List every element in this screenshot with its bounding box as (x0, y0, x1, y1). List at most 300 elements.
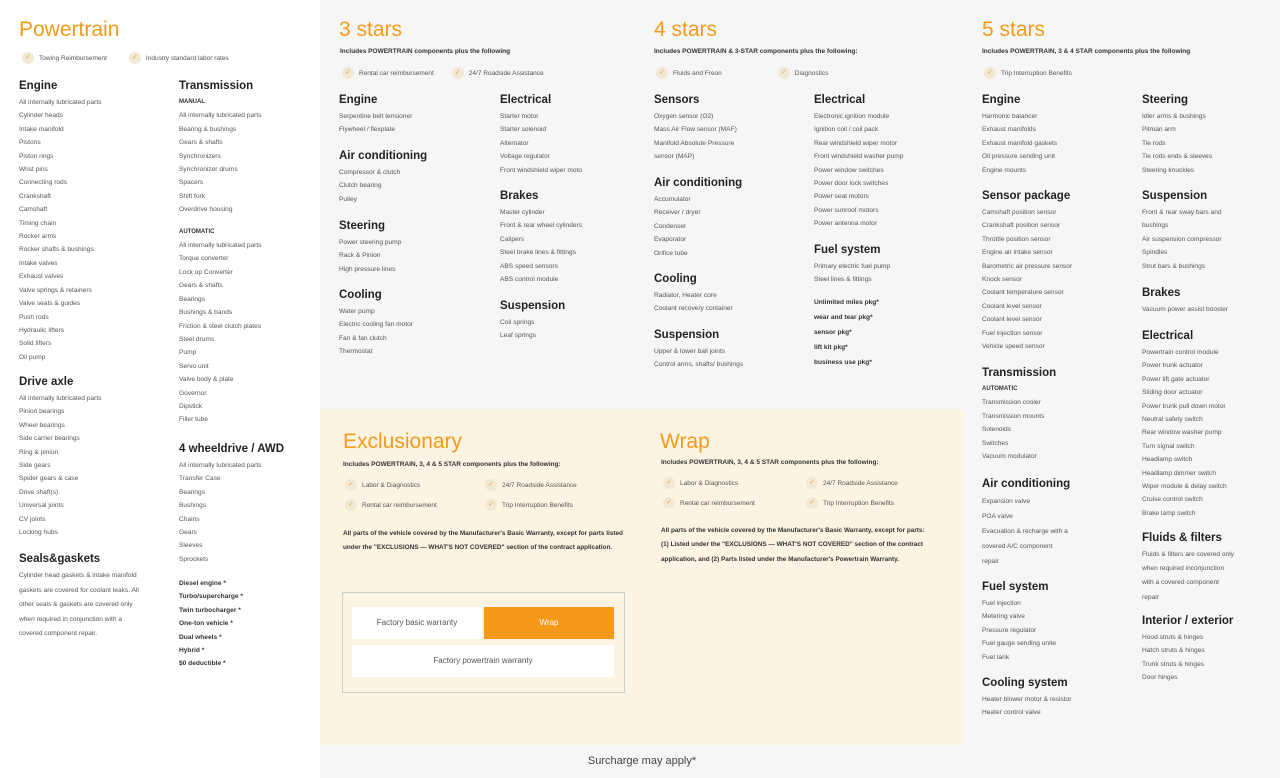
list-item: All internally lubricated parts (179, 462, 262, 469)
pt-surcharge-list (179, 577, 320, 671)
section-heading: Suspension (500, 300, 566, 312)
list-item: Headlamp switch (1142, 456, 1193, 464)
list-item: Coolant temperature sensor (982, 289, 1064, 297)
section-heading: Cooling (339, 289, 382, 301)
list-item: Push rods (19, 313, 49, 321)
item-list (179, 109, 320, 216)
item-list (982, 206, 1132, 353)
five-stars-title: 5 stars (982, 18, 1046, 41)
list-item: One-ton vehicle * (179, 620, 233, 628)
list-item: Coolant level sensor (982, 316, 1042, 324)
three-stars-column (320, 0, 642, 410)
check-icon: ✓ (129, 52, 141, 64)
list-item: Cruise control switch (1142, 496, 1203, 504)
list-item: Turn signal switch (1142, 442, 1195, 450)
list-item: Fluids & filters are covered only (1142, 551, 1234, 558)
section-heading: Steering (339, 220, 386, 232)
list-item: Filler tube (179, 416, 208, 424)
list-item: covered A/C component (982, 543, 1053, 550)
item-list (500, 206, 642, 286)
list-item: Front & rear sway bars and (1142, 209, 1222, 216)
list-item: Barometric air pressure sensor (982, 262, 1073, 270)
list-item: Alternator (500, 139, 529, 147)
list-item: Power door lock switches (814, 180, 889, 188)
list-item: Transmission mounts (982, 412, 1045, 420)
list-item: Clutch bearing (339, 182, 382, 190)
list-item: Engine air intake sensor (982, 249, 1053, 257)
warranty-toggle (342, 592, 625, 693)
item-list (500, 316, 642, 343)
list-item: Intake manifold (19, 125, 64, 133)
list-item: Evacuation & recharge with a (982, 528, 1068, 535)
section-heading: Air conditioning (982, 478, 1071, 490)
s3-electrical-section (500, 94, 642, 177)
list-item: Control arms, shafts/ bushings (654, 361, 744, 369)
s4-ac-section (654, 177, 804, 260)
list-item: Valve springs & retainers (19, 286, 92, 294)
list-item: Servo unit (179, 362, 209, 370)
list-item: Ignition coil / coil pack (814, 126, 879, 134)
item-list (500, 110, 642, 177)
section-heading: Engine (19, 80, 58, 92)
item-list (179, 577, 320, 671)
list-item: Timing chain (19, 219, 57, 227)
s5-transmission-section (982, 367, 1132, 463)
section-heading: Engine (982, 94, 1021, 106)
seals-text: Cylinder head gaskets & intake manifold gaskets are covered for coolant leaks. All other seals & gaskets are covered only when required in conjunction with a covered component repair. (19, 572, 139, 638)
s3-steering-section (339, 220, 489, 276)
list-item: Solid lifters (19, 340, 52, 348)
benefit-chip: ✓ Diagnostics (778, 67, 829, 79)
list-item: Starter solenoid (500, 126, 547, 134)
list-item: POA valve (982, 513, 1013, 520)
item-list (19, 392, 169, 539)
benefit-chip: ✓ Trip Interruption Benefits (485, 499, 625, 511)
list-item: Cylinder heads (19, 112, 63, 120)
s4-sensors-section (654, 94, 804, 164)
list-item: Dual wheels * (179, 633, 222, 641)
list-item: Expansion valve (982, 498, 1031, 505)
list-item: Harmonic balancer (982, 113, 1038, 120)
list-item: Pulley (339, 195, 357, 203)
list-item: Heater blower motor & resistor (982, 696, 1072, 703)
list-item: Front windshield washer pump (814, 153, 904, 161)
list-item: Calipers (500, 235, 525, 243)
list-item: Power trunk actuator (1142, 362, 1203, 370)
check-icon: ✓ (452, 67, 464, 79)
list-item: Strut bars & bushings (1142, 262, 1206, 270)
list-item: Fuel gauge sending unite (982, 640, 1057, 648)
list-item: Powertrain control module (1142, 349, 1219, 356)
section-heading: Electrical (500, 94, 552, 106)
list-item: Locking hubs (19, 529, 58, 537)
list-item: Condenser (654, 222, 687, 230)
list-item: Power steering pump (339, 239, 402, 246)
list-item: Bushings (179, 502, 207, 510)
list-item: $0 deductible * (179, 660, 226, 668)
list-item: Piston rings (19, 152, 54, 160)
list-item: All internally lubricated parts (179, 112, 262, 120)
four-stars-column (642, 0, 964, 410)
list-item: All internally lubricated parts (19, 395, 102, 402)
list-item: Leaf springs (500, 332, 536, 340)
exclusionary-note: All parts of the vehicle covered by the Manufacturer's Basic Warranty, except for parts listed under the "EXCLUSIONS — WHAT'S NOT COVERED" section of the contract application. (343, 530, 623, 552)
list-item: CV joints (19, 515, 46, 523)
list-item: Serpentine belt tensioner (339, 113, 413, 120)
list-item: Tie rods (1142, 139, 1166, 147)
s5-engine-section (982, 94, 1132, 177)
list-item: All internally lubricated parts (19, 99, 102, 106)
list-item: Pinion bearings (19, 408, 65, 416)
five-stars-column (964, 0, 1280, 778)
section-heading: Steering (1142, 94, 1189, 106)
list-item: when required inconjunction (1142, 565, 1225, 573)
s5-cooling-section (982, 677, 1132, 720)
list-item: Gears & shafts (179, 282, 223, 290)
list-item: Neutral safety switch (1142, 416, 1203, 424)
section-heading: Engine (339, 94, 378, 106)
s5-interior-section (1142, 615, 1280, 685)
list-item: Bearings (179, 488, 206, 496)
check-icon: ✓ (806, 477, 818, 489)
five-stars-benefits (984, 67, 1072, 79)
s3-brakes-section (500, 190, 642, 286)
list-item: Governor (179, 389, 207, 397)
list-item: Transfer Case (179, 475, 221, 483)
list-item: Receiver / dryer (654, 209, 701, 217)
exclusionary-benefits (345, 479, 625, 511)
list-item: Master cylinder (500, 209, 545, 216)
list-item: Brake lamp switch (1142, 509, 1196, 517)
benefit-chip: ✓ Rental car reimbursement (663, 497, 806, 509)
list-item: Coolant recovery container (654, 305, 733, 313)
list-item: Headlamp dimmer switch (1142, 469, 1217, 477)
wrap-subtitle: Includes POWERTRAIN, 3, 4 & 5 STAR components plus the following: (661, 459, 879, 466)
check-icon: ✓ (22, 52, 34, 64)
list-item: Vacuum power assist booster (1142, 306, 1229, 313)
list-item: Shift fork (179, 192, 206, 200)
list-item: Crankshaft (19, 192, 51, 200)
list-item: bushings (1142, 222, 1169, 230)
s4-suspension-section (654, 329, 804, 372)
list-item: Fan & fan clutch (339, 334, 387, 342)
item-list (339, 166, 489, 206)
list-item: ABS speed sensors (500, 262, 558, 270)
list-item: Air suspension compressor (1142, 235, 1222, 243)
list-item: Drive shaft(s) (19, 488, 59, 496)
s5-ac-section (982, 478, 1132, 569)
benefit-chip: ✓ Rental car reimbursement (342, 67, 434, 79)
list-item: Electronic ignition module (814, 113, 890, 120)
list-item: Sleeves (179, 542, 203, 550)
four-stars-subtitle: Includes POWERTRAIN & 3-STAR components plus the following: (654, 48, 858, 55)
list-item: Pump (179, 349, 197, 357)
list-item: Manifold Absolute Pressure (654, 139, 735, 147)
list-item: Switches (982, 439, 1009, 447)
list-item: Evaporator (654, 236, 687, 244)
list-item: Water pump (339, 308, 375, 315)
list-item: Lock up Converter (179, 268, 233, 276)
three-stars-benefits (342, 67, 544, 79)
list-item: Steel lines & fittings (814, 276, 872, 284)
list-item: Unlimited miles pkg* (814, 299, 879, 306)
list-item: Connecting rods (19, 179, 68, 187)
list-item: Gears & shafts (179, 139, 223, 147)
list-item: Orifice tube (654, 249, 688, 257)
automatic-label: AUTOMATIC (179, 228, 215, 235)
five-stars-subtitle: Includes POWERTRAIN, 3 & 4 STAR components plus the following (982, 48, 1191, 55)
list-item: business use pkg* (814, 359, 872, 366)
s4-fuel-section (814, 244, 964, 287)
list-item: Hatch struts & hinges (1142, 647, 1205, 655)
list-item: Spacers (179, 179, 204, 187)
list-item: Friction & steel clutch plates (179, 322, 262, 330)
list-item: Synchronizer drums (179, 166, 238, 174)
list-item: Rocker shafts & bushings (19, 246, 94, 254)
powertrain-benefits (22, 52, 229, 64)
check-icon: ✓ (806, 497, 818, 509)
list-item: Radiator, Heater core (654, 292, 717, 299)
check-icon: ✓ (663, 477, 675, 489)
list-item: Universal joints (19, 502, 64, 510)
benefit-chip: ✓ 24/7 Roadside Assistance (485, 479, 625, 491)
section-heading: Cooling (654, 273, 697, 285)
benefit-chip: ✓ Towing Reimbursement (22, 52, 107, 64)
s4-packages-list (814, 295, 964, 370)
list-item: Mass Air Flow sensor (MAF) (654, 126, 737, 134)
list-item: Pressure regulator (982, 626, 1037, 634)
list-item: Sprockets (179, 555, 209, 563)
s4-electrical-section (814, 94, 964, 231)
list-item: Hydraulic lifters (19, 326, 65, 334)
list-item: Spindles (1142, 249, 1168, 257)
item-list (982, 693, 1132, 720)
benefit-chip: ✓ Labor & Diagnostics (345, 479, 485, 491)
list-item: Starter motor (500, 113, 539, 120)
wrap-title: Wrap (660, 430, 710, 453)
item-list (982, 110, 1132, 177)
list-item: sensor pkg* (814, 329, 852, 336)
list-item: repair (1142, 593, 1159, 601)
s5-electrical-section (1142, 330, 1280, 520)
item-list (982, 494, 1132, 569)
pt-seals-section (19, 553, 147, 642)
list-item: wear and tear pkg* (814, 314, 873, 321)
list-item: Primary electric fuel pump (814, 263, 891, 270)
list-item: Exhaust manifolds (982, 126, 1036, 134)
section-heading: Seals&gaskets (19, 553, 101, 565)
s5-suspension-section (1142, 190, 1280, 273)
list-item: Coil springs (500, 319, 535, 326)
section-heading: Suspension (1142, 190, 1208, 202)
benefit-chip: ✓ Rental car reimbursement (345, 499, 485, 511)
list-item: with a covered component (1142, 579, 1219, 587)
exclusionary-subtitle: Includes POWERTRAIN, 3, 4 & 5 STAR components plus the following: (343, 461, 561, 468)
factory-basic-warranty-button[interactable]: Factory basic warranty (352, 607, 482, 639)
list-item: Upper & lower ball joints (654, 348, 726, 355)
list-item: Valve seats & guides (19, 300, 81, 308)
item-list (339, 110, 489, 137)
list-item: Metering valve (982, 613, 1025, 621)
section-heading: Transmission (179, 80, 254, 92)
list-item: Wrist pins (19, 166, 48, 174)
list-item: Sliding door actuator (1142, 389, 1203, 397)
list-item: ABS control module (500, 276, 559, 284)
check-icon: ✓ (345, 479, 357, 491)
list-item: Bearing & bushings (179, 125, 237, 133)
list-item: Twin turbocharger * (179, 606, 241, 614)
factory-powertrain-warranty-button[interactable]: Factory powertrain warranty (352, 645, 614, 677)
list-item: Spider gears & case (19, 475, 79, 483)
item-list (19, 96, 169, 364)
list-item: Power antenna motor (814, 220, 878, 228)
list-item: Power lift gate actuator (1142, 375, 1210, 383)
surcharge-note: Surcharge may apply* (320, 745, 964, 778)
list-item: Side carrier bearings (19, 435, 80, 443)
list-item: Rear window washer pump (1142, 429, 1222, 437)
item-list (179, 239, 320, 427)
list-item: Turbo/supercharge * (179, 593, 243, 601)
automatic-label: AUTOMATIC (982, 386, 1018, 392)
list-item: Camshaft (19, 206, 48, 214)
item-list (814, 295, 964, 370)
section-heading: Fuel system (814, 244, 881, 256)
list-item: Gears (179, 529, 197, 537)
list-item: Power seat motors (814, 193, 869, 201)
pt-engine-section (19, 80, 169, 364)
exclusionary-title: Exclusionary (343, 430, 463, 453)
section-heading: Fuel system (982, 581, 1049, 593)
list-item: Hood struts & hinges (1142, 634, 1204, 641)
list-item: Exhaust valves (19, 273, 64, 281)
s3-engine-section (339, 94, 489, 137)
check-icon: ✓ (485, 499, 497, 511)
section-heading: Suspension (654, 329, 720, 341)
pt-awd-section (179, 443, 320, 566)
list-item: repair (982, 558, 999, 565)
item-list (339, 305, 489, 359)
item-list (982, 597, 1132, 664)
pt-transmission-section (179, 80, 320, 427)
section-heading: Air conditioning (339, 150, 428, 162)
item-list (654, 345, 804, 372)
check-icon: ✓ (663, 497, 675, 509)
item-list (1142, 631, 1280, 685)
list-item: Heater control valve (982, 709, 1041, 717)
item-list (982, 396, 1132, 463)
section-heading: Cooling system (982, 677, 1068, 689)
s3-cooling-section (339, 289, 489, 359)
list-item: Accumulator (654, 196, 691, 203)
list-item: Throttle position sensor (982, 235, 1051, 243)
list-item: All internally lubricated parts (179, 242, 262, 250)
section-heading: Drive axle (19, 376, 74, 388)
section-heading: Brakes (500, 190, 539, 202)
benefit-chip: ✓ 24/7 Roadside Assistance (452, 67, 544, 79)
section-heading: Sensors (654, 94, 700, 106)
list-item: Camshaft position sensor (982, 209, 1057, 216)
list-item: Ring & pinion (19, 448, 59, 456)
four-stars-title: 4 stars (654, 18, 718, 41)
check-icon: ✓ (984, 67, 996, 79)
list-item: lift kit pkg* (814, 344, 848, 351)
section-heading: Transmission (982, 367, 1057, 379)
list-item: Vehicle speed sensor (982, 343, 1045, 351)
item-list (1142, 303, 1280, 316)
list-item: Trunk struts & hinges (1142, 660, 1205, 668)
four-stars-benefits (656, 67, 828, 79)
list-item: Diesel engine * (179, 580, 226, 587)
list-item: Steering knuckles (1142, 166, 1195, 174)
s4-cooling-section (654, 273, 804, 316)
check-icon: ✓ (342, 67, 354, 79)
item-list (814, 110, 964, 231)
three-stars-subtitle: Includes POWERTRAIN components plus the following (340, 48, 511, 55)
wrap-benefits (663, 477, 946, 509)
list-item: Fuel injection (982, 600, 1021, 607)
check-icon: ✓ (485, 479, 497, 491)
benefit-chip: ✓ Fluids and Freon (656, 67, 722, 79)
list-item: Idler arms & bushings (1142, 113, 1206, 120)
section-heading: Fluids & filters (1142, 532, 1222, 544)
item-list (1142, 346, 1280, 520)
list-item: Dipstick (179, 402, 203, 410)
benefit-chip: ✓ Industry standard labor rates (129, 52, 229, 64)
list-item: Pistons (19, 139, 41, 147)
list-item: Door hinges (1142, 674, 1178, 682)
list-item: Rear windshield wiper motor (814, 139, 898, 147)
list-item: Oil pump (19, 353, 46, 361)
section-heading: 4 wheeldrive / AWD (179, 443, 285, 455)
list-item: Valve body & plate (179, 376, 234, 384)
section-heading: Electrical (1142, 330, 1194, 342)
powertrain-title: Powertrain (19, 18, 120, 41)
list-item: Oxygen sensor (O2) (654, 113, 714, 120)
s5-fluids-section (1142, 532, 1280, 605)
benefit-chip: ✓ Labor & Diagnostics (663, 477, 806, 489)
exclusionary-wrap-panel (320, 410, 964, 745)
list-item: Rack & Pinion (339, 252, 381, 260)
list-item: Pitman arm (1142, 126, 1176, 134)
item-list (1142, 548, 1280, 605)
benefit-chip: ✓ Trip Interruption Benefits (984, 67, 1072, 79)
list-item: Bushings & bands (179, 309, 233, 317)
benefit-chip: ✓ Trip Interruption Benefits (806, 497, 946, 509)
section-heading: Brakes (1142, 287, 1181, 299)
powertrain-column (0, 0, 320, 778)
list-item: Oil pressure sending unit (982, 153, 1055, 161)
list-item: Exhaust manifold gaskets (982, 139, 1058, 147)
list-item: Rocker arms (19, 233, 57, 241)
section-heading: Electrical (814, 94, 866, 106)
three-stars-title: 3 stars (339, 18, 403, 41)
list-item: Thermostat (339, 348, 373, 356)
check-icon: ✓ (778, 67, 790, 79)
benefit-chip: ✓ 24/7 Roadside Assistance (806, 477, 946, 489)
list-item: Wheel bearings (19, 421, 65, 429)
list-item: Crankshaft position sensor (982, 222, 1061, 230)
wrap-button[interactable]: Wrap (484, 607, 614, 639)
list-item: Intake valves (19, 259, 58, 267)
list-item: Knock sensor (982, 276, 1022, 284)
list-item: Transmission cooler (982, 399, 1041, 407)
item-list (179, 459, 320, 566)
wrap-note: All parts of the vehicle covered by the Manufacturer's Basic Warranty, except for parts: (1) Listed under the "EXCLUSIONS — WHAT'S NOT COVERED" section of the contract application, and (2) Parts listed under the Manufacturer's Powertrain Warranty. (661, 527, 925, 563)
item-list (654, 110, 804, 164)
check-icon: ✓ (656, 67, 668, 79)
section-heading: Sensor package (982, 190, 1071, 202)
list-item: Hybrid * (179, 647, 205, 655)
